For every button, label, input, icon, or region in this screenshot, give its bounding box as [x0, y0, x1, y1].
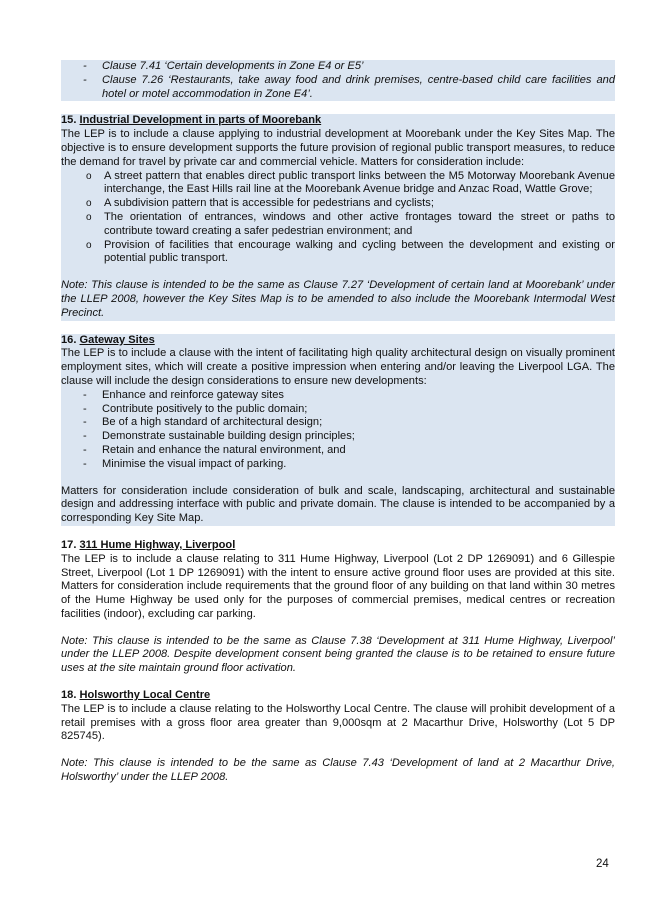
- list-item: - Be of a high standard of architectural design;: [61, 416, 615, 430]
- list-item: - Demonstrate sustainable building design principles;: [61, 430, 615, 444]
- section-heading: 18. Holsworthy Local Centre: [61, 689, 211, 702]
- list-item: o The orientation of entrances, windows and other active frontages toward the street or paths to contribute toward creating a safer pedestrian environment; and: [61, 211, 615, 239]
- section-note: Note: This clause is intended to be the same as Clause 7.43 ‘Development of land at 2 Macarthur Drive, Holsworthy’ under the LLEP 2008.: [61, 757, 615, 784]
- section-body: The LEP is to include a clause relating to the Holsworthy Local Centre. The clause will prohibit development of a retail premises with a gross floor area greater than 9,000sqm at 2 Macarthur Drive, Holsworthy (Lot 5 DP 825745).: [61, 702, 615, 743]
- section-heading: 15. Industrial Development in parts of Moorebank: [61, 114, 322, 127]
- section-16: [61, 334, 615, 526]
- page-number: 24: [596, 858, 609, 870]
- list-item: - Contribute positively to the public domain;: [61, 403, 615, 417]
- section-17: [61, 539, 615, 676]
- section-heading: 16. Gateway Sites: [61, 333, 155, 346]
- section-15: [61, 114, 615, 320]
- section-body: The LEP is to include a clause relating to 311 Hume Highway, Liverpool (Lot 2 DP 1269091) and 6 Gillespie Street, Liverpool (Lot 1 DP 1269091) with the intent to ensure active ground floor uses are provided at this site. Matters for consideration include requirements that the ground floor of any building on that land within 30 metres of the Hume Highway be used only for the purposes of commercial premises, medical centres or recreation facilities (indoor), excluding car parking.: [61, 552, 615, 620]
- top-clause-list: [61, 60, 615, 101]
- list-item: o Provision of facilities that encourage walking and cycling between the development and existing or potential public transport.: [61, 239, 615, 267]
- section-intro: The LEP is to include a clause with the intent of facilitating high quality architectural design on visually prominent employment sites, which will create a positive impression when entering and/or leaving the Liverpool LGA. The clause will include the design considerations to ensure new developments:: [61, 347, 615, 387]
- list-item: - Enhance and reinforce gateway sites: [61, 389, 615, 403]
- section-matters: Matters for consideration include consideration of bulk and scale, landscaping, architectural and sustainable design and addressing interface with public and private domain. The clause is intended to be accompanied by a corresponding Key Site Map.: [61, 484, 615, 525]
- section-heading: 17. 311 Hume Highway, Liverpool: [61, 538, 236, 551]
- list-item: - Retain and enhance the natural environment, and: [61, 444, 615, 458]
- list-item: - Clause 7.26 ‘Restaurants, take away food and drink premises, centre-based child care facilities and hotel or motel accommodation in Zone E4’.: [61, 74, 615, 102]
- section-intro: The LEP is to include a clause applying to industrial development at Moorebank under the Key Sites Map. The objective is to ensure development supports the future provision of regional public transport measures, to reduce the demand for travel by private car and commercial vehicle. Matters for consideration include:: [61, 128, 615, 168]
- list-item: - Clause 7.41 ‘Certain developments in Zone E4 or E5’: [61, 60, 615, 74]
- section-note: Note: This clause is intended to be the same as Clause 7.27 ‘Development of certain land at Moorebank’ under the LLEP 2008, however the Key Sites Map is to be amended to also include the Moorebank Intermodal West Precinct.: [61, 279, 615, 319]
- document-page: [61, 60, 615, 785]
- list-item: o A subdivision pattern that is accessible for pedestrians and cyclists;: [61, 197, 615, 211]
- list-item: o A street pattern that enables direct public transport links between the M5 Motorway Moorebank Avenue interchange, the East Hills rail line at the Moorebank Avenue bridge and Anzac Road, Wattle Grove;: [61, 170, 615, 198]
- section-note: Note: This clause is intended to be the same as Clause 7.38 ‘Development at 311 Hume Highway, Liverpool’ under the LLEP 2008. Despite development consent being granted the clause is to be retained to ensure future uses at the site maintain ground floor activation.: [61, 634, 615, 675]
- section-18: [61, 689, 615, 785]
- list-item: - Minimise the visual impact of parking.: [61, 458, 615, 472]
